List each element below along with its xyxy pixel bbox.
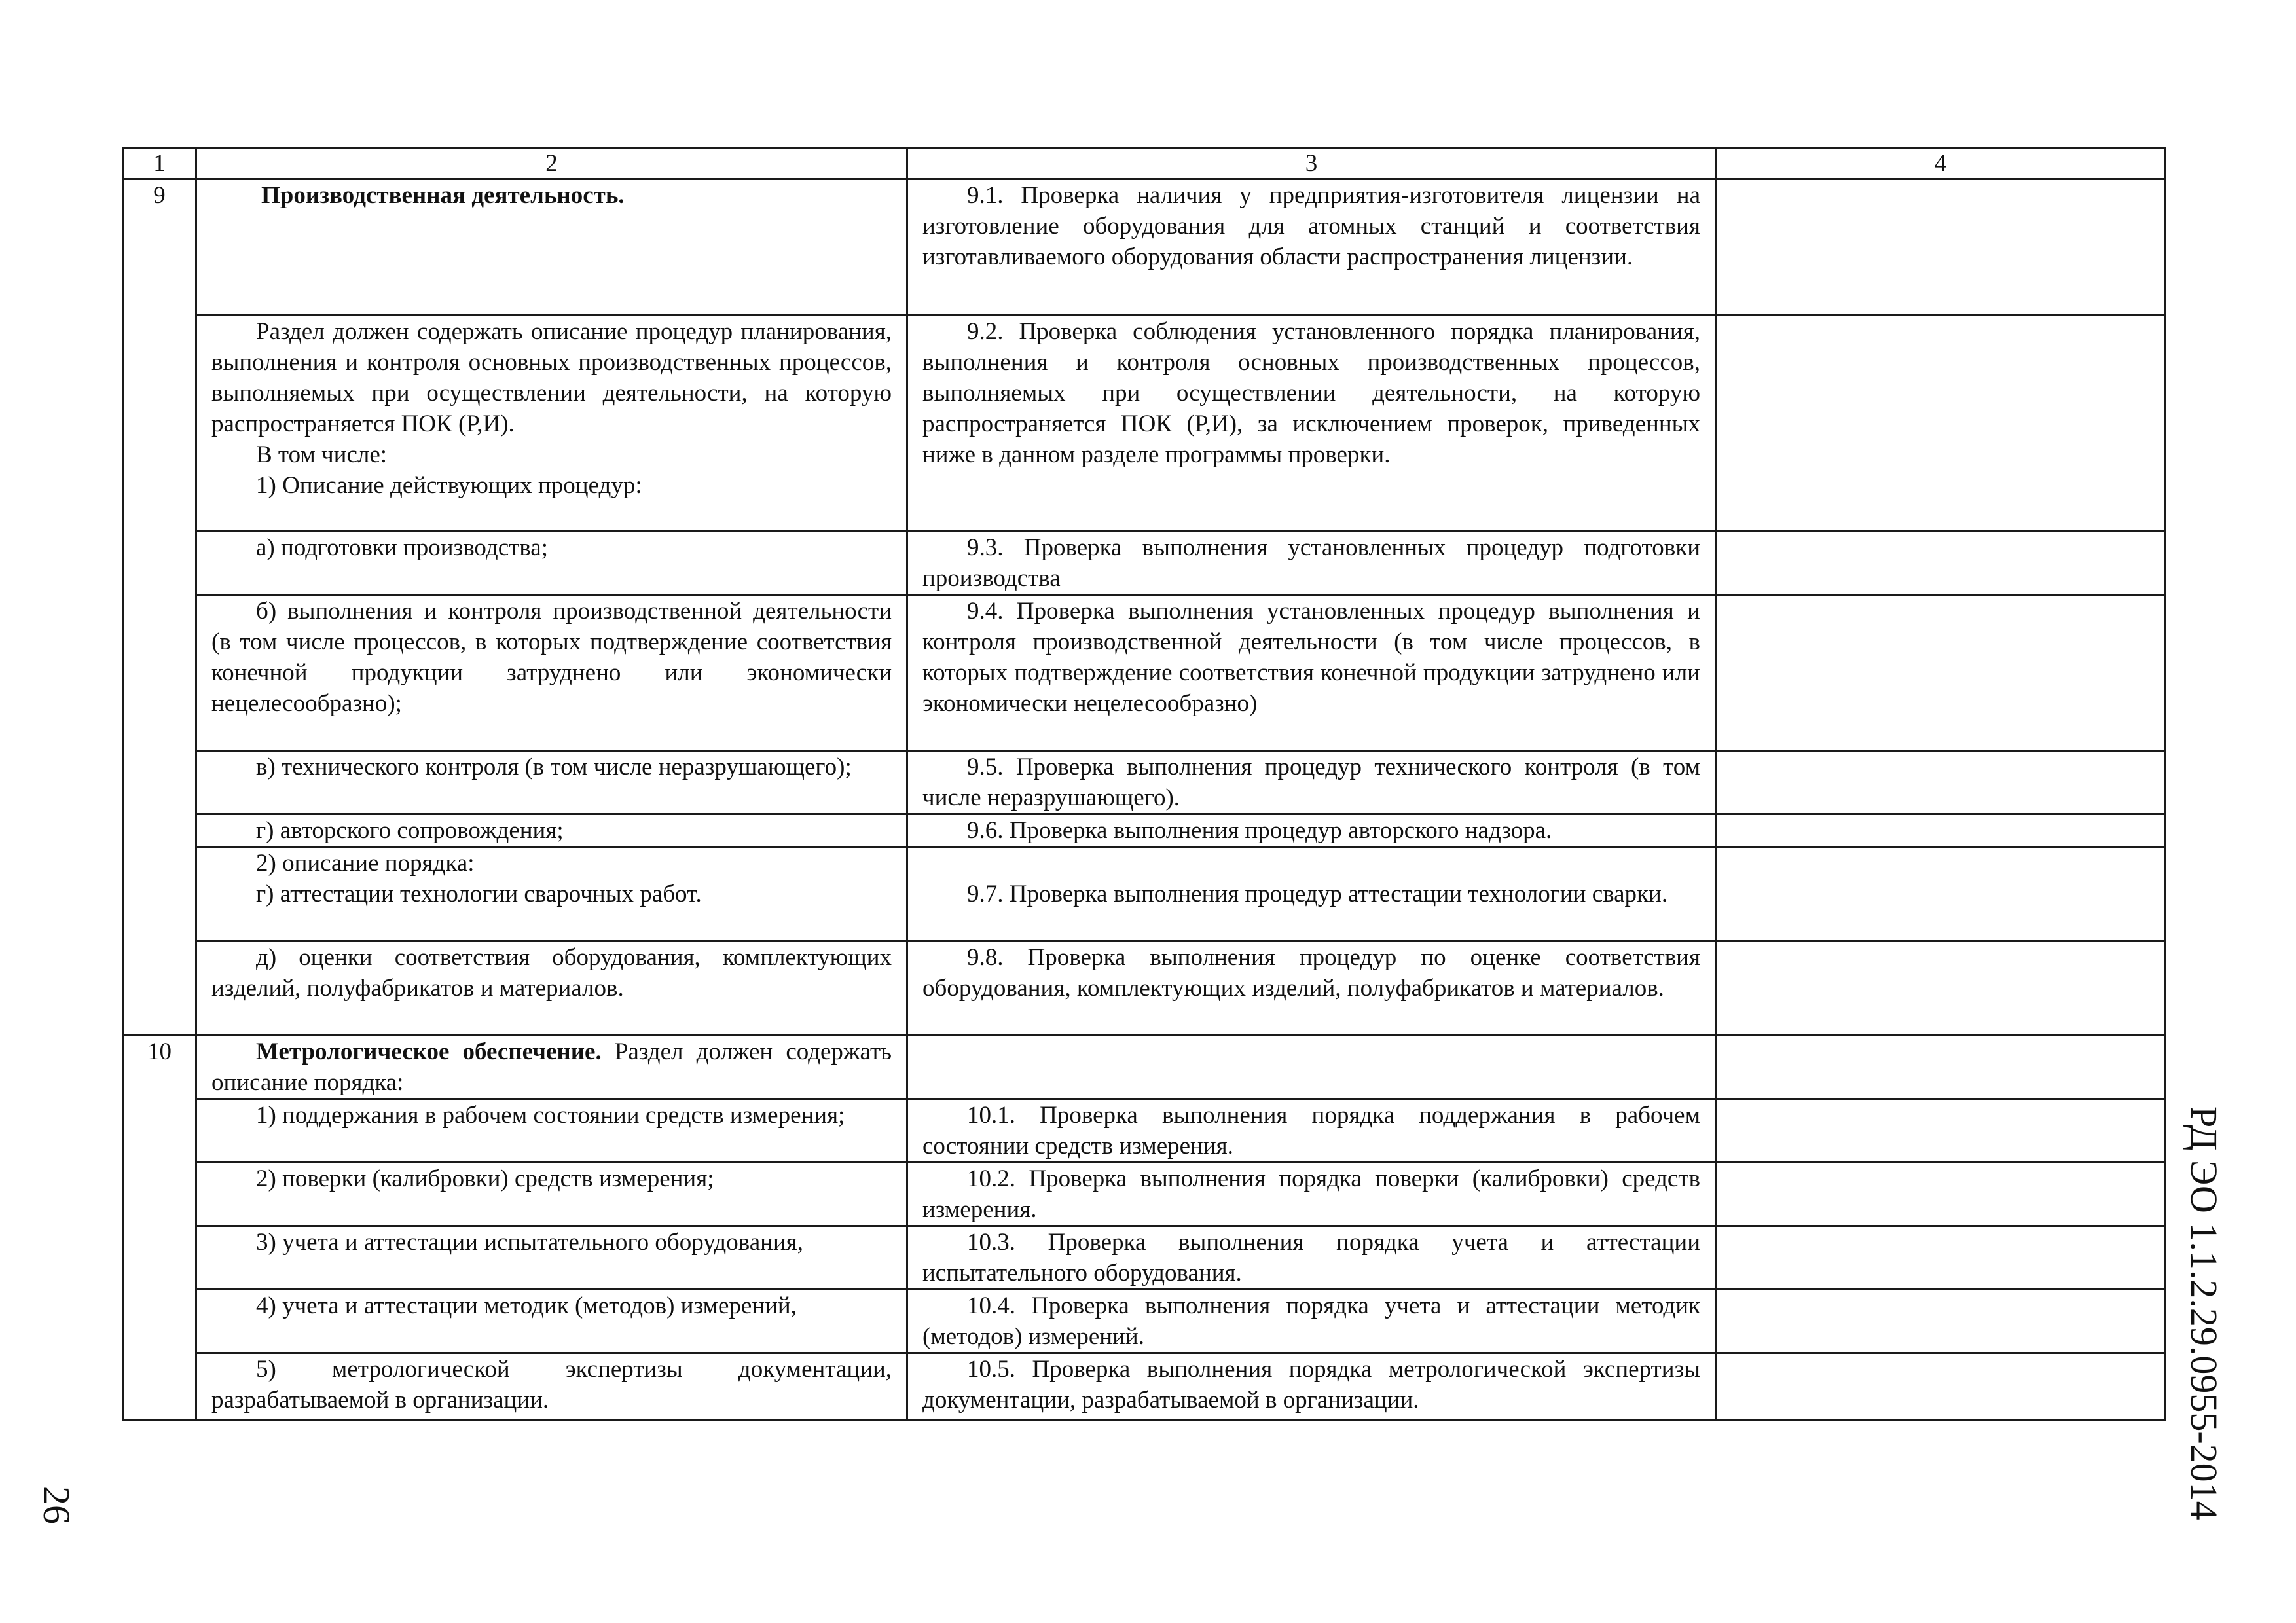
check-item: 10.2. Проверка выполнения порядка поверки (калибровки) средств измерения.: [907, 1163, 1716, 1226]
table-row: [123, 847, 2166, 941]
requirement-text: Раздел должен содержать описание порядка:: [211, 1038, 892, 1096]
row-number: 10: [123, 1036, 196, 1420]
check-item: 10.5. Проверка выполнения порядка метрологической экспертизы документации, разрабатываемой в организации.: [907, 1353, 1716, 1420]
table-row: [123, 751, 2166, 814]
table-row: [123, 1226, 2166, 1290]
requirement-cell: 4) учета и аттестации методик (методов) измерений,: [196, 1290, 907, 1353]
table-row: [123, 532, 2166, 595]
requirement-text: В том числе:: [256, 441, 388, 468]
section-title: [196, 179, 907, 316]
table-row: [123, 1290, 2166, 1353]
row-number: 9: [123, 179, 196, 1036]
requirement-cell: 3) учета и аттестации испытательного оборудования,: [196, 1226, 907, 1290]
requirement-cell: а) подготовки производства;: [196, 532, 907, 595]
requirement-cell: 2) поверки (калибровки) средств измерения;: [196, 1163, 907, 1226]
check-item-text: 9.7. Проверка выполнения процедур аттестации технологии сварки.: [967, 881, 1668, 907]
header-col-2: 2: [196, 149, 907, 179]
document-code: [2183, 1106, 2252, 1520]
table-row: [123, 1163, 2166, 1226]
check-item: [907, 847, 1716, 941]
notes-cell: [1716, 179, 2166, 316]
requirement-text: г) аттестации технологии сварочных работ.: [256, 881, 702, 907]
check-item: 10.4. Проверка выполнения порядка учета и аттестации методик (методов) измерений.: [907, 1290, 1716, 1353]
table-row: [123, 1036, 2166, 1099]
header-col-1: 1: [123, 149, 196, 179]
table-row: [123, 179, 2166, 316]
requirement-cell: [196, 847, 907, 941]
check-item: 10.1. Проверка выполнения порядка поддержания в рабочем состоянии средств измерения.: [907, 1099, 1716, 1163]
table-row: [123, 941, 2166, 1036]
requirement-cell: г) авторского сопровождения;: [196, 814, 907, 847]
section-title-text: Производственная деятельность.: [261, 182, 625, 209]
check-item: [907, 1036, 1716, 1099]
check-item: 9.4. Проверка выполнения установленных процедур выполнения и контроля производственной деятельности (в том числе процессов, в которых подтверждение соответствия конечной продукции затруднено или экономически нецелесообразно): [907, 595, 1716, 751]
requirement-text: Раздел должен содержать описание процедур планирования, выполнения и контроля основных производственных процессов, выполняемых при осуществлении деятельности, на которую распространяется ПОК (Р,И).: [211, 318, 892, 437]
notes-cell: [1716, 847, 2166, 941]
section-title: [196, 1036, 907, 1099]
notes-cell: [1716, 1226, 2166, 1290]
section-title-text: Метрологическое обеспечение.: [256, 1038, 602, 1065]
document-code-text: РД ЭО 1.1.2.29.0955-2014: [2183, 1106, 2225, 1520]
check-item: 10.3. Проверка выполнения порядка учета и аттестации испытательного оборудования.: [907, 1226, 1716, 1290]
notes-cell: [1716, 595, 2166, 751]
check-item: 9.1. Проверка наличия у предприятия-изготовителя лицензии на изготовление оборудования для атомных станций и соответствия изготавливаемого оборудования области распространения лицензии.: [907, 179, 1716, 316]
table-row: [123, 814, 2166, 847]
notes-cell: [1716, 1163, 2166, 1226]
requirement-cell: в) технического контроля (в том числе неразрушающего);: [196, 751, 907, 814]
requirement-text: 2) описание порядка:: [256, 850, 475, 877]
notes-cell: [1716, 1036, 2166, 1099]
notes-cell: [1716, 941, 2166, 1036]
check-item: 9.8. Проверка выполнения процедур по оценке соответствия оборудования, комплектующих изделий, полуфабрикатов и материалов.: [907, 941, 1716, 1036]
check-item: 9.2. Проверка соблюдения установленного порядка планирования, выполнения и контроля основных производственных процессов, выполняемых при осуществлении деятельности, на которую распространяется ПОК (Р,И), за исключением проверок, приведенных ниже в данном разделе программы проверки.: [907, 316, 1716, 532]
notes-cell: [1716, 814, 2166, 847]
requirement-cell: 1) поддержания в рабочем состоянии средств измерения;: [196, 1099, 907, 1163]
table-row: [123, 316, 2166, 532]
notes-cell: [1716, 1353, 2166, 1420]
table-row: [123, 595, 2166, 751]
requirement-cell: б) выполнения и контроля производственной деятельности (в том числе процессов, в которых подтверждение соответствия конечной продукции затруднено или экономически нецелесообразно);: [196, 595, 907, 751]
notes-cell: [1716, 1290, 2166, 1353]
notes-cell: [1716, 751, 2166, 814]
header-col-4: 4: [1716, 149, 2166, 179]
check-item: 9.3. Проверка выполнения установленных процедур подготовки производства: [907, 532, 1716, 595]
table-header-row: [123, 149, 2166, 179]
table-row: [123, 1099, 2166, 1163]
notes-cell: [1716, 1099, 2166, 1163]
audit-program-table: [122, 147, 2166, 1421]
requirement-cell: д) оценки соответствия оборудования, комплектующих изделий, полуфабрикатов и материалов.: [196, 941, 907, 1036]
requirement-cell: 5) метрологической экспертизы документации, разрабатываемой в организации.: [196, 1353, 907, 1420]
notes-cell: [1716, 532, 2166, 595]
check-item: 9.6. Проверка выполнения процедур авторского надзора.: [907, 814, 1716, 847]
requirement-text: 1) Описание действующих процедур:: [256, 472, 642, 499]
page-number-text: 26: [35, 1486, 78, 1524]
header-col-3: 3: [907, 149, 1716, 179]
page-number: [35, 1486, 118, 1565]
check-item: 9.5. Проверка выполнения процедур технического контроля (в том числе неразрушающего).: [907, 751, 1716, 814]
table-row: [123, 1353, 2166, 1420]
requirement-cell: [196, 316, 907, 532]
notes-cell: [1716, 316, 2166, 532]
